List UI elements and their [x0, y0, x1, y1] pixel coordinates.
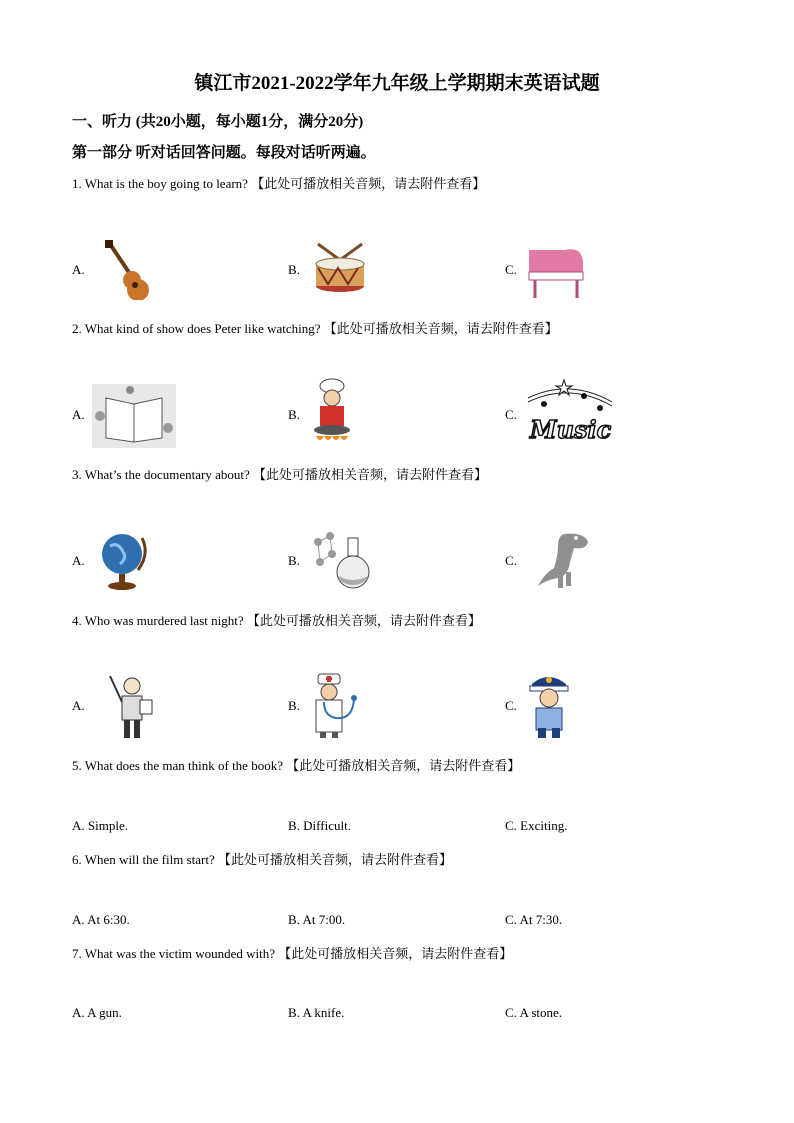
question-6 — [72, 849, 452, 868]
audio-note[interactable]: 【此处可播放相关音频，请去附件查看】 — [251, 177, 486, 192]
question-text: 3. What’s the documentary about? — [72, 467, 250, 482]
option-a[interactable]: A. — [72, 698, 85, 713]
audio-note[interactable]: 【此处可播放相关音频，请去附件查看】 — [246, 614, 481, 629]
option-c[interactable]: C. Exciting. — [505, 818, 568, 833]
question-3 — [72, 464, 487, 483]
music-notes-icon[interactable] — [524, 378, 616, 450]
audio-note[interactable]: 【此处可播放相关音频，请去附件查看】 — [278, 947, 513, 962]
option-c[interactable]: C. A stone. — [505, 1005, 563, 1020]
globe-icon[interactable] — [98, 528, 148, 592]
dinosaur-icon[interactable] — [528, 528, 592, 590]
doctor-icon[interactable] — [304, 670, 362, 740]
option-a[interactable]: A. — [72, 553, 85, 568]
storybook-icon[interactable] — [92, 384, 176, 448]
option-b[interactable]: B. Difficult. — [288, 818, 351, 833]
option-a[interactable]: A. — [72, 407, 85, 422]
part-heading: 一、听力 (共20小题，每小题1分，满分20分) — [72, 114, 364, 130]
police-officer-icon[interactable] — [524, 670, 576, 740]
chef-cooking-icon[interactable] — [306, 378, 358, 448]
audio-note[interactable]: 【此处可播放相关音频，请去附件查看】 — [252, 468, 487, 483]
audio-note[interactable]: 【此处可播放相关音频，请去附件查看】 — [323, 322, 558, 337]
option-b[interactable]: B. — [288, 262, 300, 277]
option-c[interactable]: C. — [505, 407, 517, 422]
piano-icon[interactable] — [525, 240, 587, 300]
chemistry-flask-icon[interactable] — [310, 532, 376, 590]
drum-icon[interactable] — [310, 242, 370, 294]
question-2 — [72, 318, 558, 337]
page-title: 镇江市2021-2022学年九年级上学期期末英语试题 — [194, 73, 600, 94]
option-a[interactable]: A. Simple. — [72, 818, 128, 833]
option-c[interactable]: C. At 7:30. — [505, 912, 563, 927]
music-word: Music — [530, 415, 612, 444]
question-text: 7. What was the victim wounded with? — [72, 946, 276, 961]
question-5 — [72, 755, 520, 774]
option-c[interactable]: C. — [505, 698, 517, 713]
question-text: 5. What does the man think of the book? — [72, 758, 283, 773]
option-b[interactable]: B. — [288, 698, 300, 713]
question-text: 1. What is the boy going to learn? — [72, 176, 248, 191]
question-text: 6. When will the film start? — [72, 852, 215, 867]
section-heading: 第一部分 听对话回答问题。每段对话听两遍。 — [72, 145, 376, 161]
question-text: 4. Who was murdered last night? — [72, 613, 244, 628]
option-a[interactable]: A. At 6:30. — [72, 912, 130, 927]
teacher-icon[interactable] — [106, 672, 156, 742]
option-a[interactable]: A. A gun. — [72, 1005, 122, 1020]
option-c[interactable]: C. — [505, 262, 517, 277]
option-b[interactable]: B. — [288, 553, 300, 568]
audio-note[interactable]: 【此处可播放相关音频，请去附件查看】 — [286, 759, 521, 774]
question-7 — [72, 943, 512, 962]
guitar-icon[interactable] — [100, 240, 152, 300]
question-4 — [72, 610, 481, 629]
option-c[interactable]: C. — [505, 553, 517, 568]
option-b[interactable]: B. At 7:00. — [288, 912, 346, 927]
option-b[interactable]: B. A knife. — [288, 1005, 345, 1020]
question-text: 2. What kind of show does Peter like watching? — [72, 321, 321, 336]
question-1 — [72, 173, 485, 192]
audio-note[interactable]: 【此处可播放相关音频，请去附件查看】 — [217, 853, 452, 868]
option-a[interactable]: A. — [72, 262, 85, 277]
option-b[interactable]: B. — [288, 407, 300, 422]
